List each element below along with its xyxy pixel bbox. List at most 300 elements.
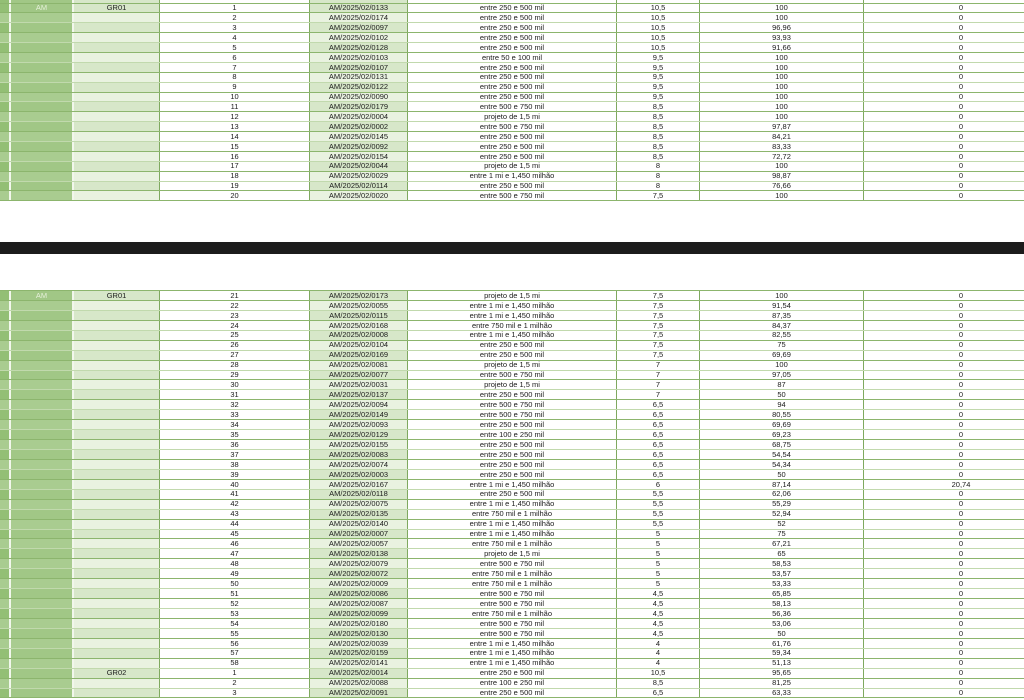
cell-num: 31 [160,390,310,399]
cell-group [74,619,160,628]
table-row [0,331,1024,341]
cell-val: 10,5 [617,4,700,13]
cell-code: AM/2025/02/0128 [310,43,408,52]
cell-code: AM/2025/02/0055 [310,301,408,310]
cell-code: AM/2025/02/0039 [310,639,408,648]
cell-pct: 94 [700,400,864,409]
table-row [0,152,1024,162]
cell-group [74,301,160,310]
cell-pct: 87,14 [700,480,864,489]
cell-zero: 0 [864,639,1024,648]
edge-strip-cell [0,53,11,62]
cell-am [11,579,74,588]
cell-code: AM/2025/02/0077 [310,371,408,380]
cell-group [74,639,160,648]
cell-zero: 0 [864,510,1024,519]
cell-pct: 100 [700,13,864,22]
cell-group [74,659,160,668]
cell-cat: entre 250 e 500 mil [408,420,617,429]
cell-val: 5,5 [617,510,700,519]
cell-num: 23 [160,311,310,320]
edge-strip-cell [0,669,11,678]
table-row [0,122,1024,132]
cell-code: AM/2025/02/0092 [310,142,408,151]
cell-zero: 0 [864,83,1024,92]
cell-cat: entre 750 mil e 1 milhão [408,539,617,548]
cell-cat: entre 250 e 500 mil [408,490,617,499]
cell-val: 7,5 [617,341,700,350]
cell-num: 44 [160,520,310,529]
cell-val: 5 [617,549,700,558]
edge-strip-cell [0,679,11,688]
cell-group [74,420,160,429]
cell-pct: 59,34 [700,649,864,658]
cell-num: 32 [160,400,310,409]
cell-num: 35 [160,430,310,439]
cell-zero: 0 [864,689,1024,698]
cell-num: 1 [160,669,310,678]
cell-pct: 84,21 [700,132,864,141]
cell-group [74,539,160,548]
cell-zero [864,0,1024,3]
cell-code: AM/2025/02/0169 [310,351,408,360]
table-row [0,599,1024,609]
edge-strip-cell [0,182,11,191]
edge-strip-cell [0,351,11,360]
edge-strip-cell [0,122,11,131]
cell-code: AM/2025/02/0014 [310,669,408,678]
cell-cat: entre 1 mi e 1,450 milhão [408,480,617,489]
cell-group [74,390,160,399]
cell-val: 6,5 [617,460,700,469]
cell-code: AM/2025/02/0020 [310,191,408,200]
cell-zero: 0 [864,43,1024,52]
cell-cat: entre 500 e 750 mil [408,122,617,131]
cell-group [74,53,160,62]
cell-code: AM/2025/02/0103 [310,53,408,62]
cell-num: 43 [160,510,310,519]
cell-am [11,23,74,32]
cell-code: AM/2025/02/0083 [310,450,408,459]
cell-group [74,341,160,350]
cell-am [11,33,74,42]
cell-am [11,341,74,350]
cell-val: 8,5 [617,152,700,161]
cell-pct: 100 [700,162,864,171]
cell-val: 6,5 [617,470,700,479]
cell-val: 9,5 [617,63,700,72]
cell-am [11,460,74,469]
cell-pct: 54,34 [700,460,864,469]
cell-am [11,440,74,449]
table-row [0,460,1024,470]
cell-group [74,599,160,608]
cell-group [74,530,160,539]
cell-code: AM/2025/02/0091 [310,689,408,698]
edge-strip-cell [0,619,11,628]
edge-strip-cell [0,311,11,320]
cell-code: AM/2025/02/0133 [310,4,408,13]
table-row [0,162,1024,172]
edge-strip-cell [0,530,11,539]
table-row [0,589,1024,599]
cell-pct: 50 [700,629,864,638]
table-row [0,361,1024,371]
cell-code: AM/2025/02/0004 [310,112,408,121]
cell-val: 7 [617,361,700,370]
cell-am [11,619,74,628]
cell-num [160,0,310,3]
edge-strip-cell [0,132,11,141]
cell-val: 8,5 [617,132,700,141]
cell-code: AM/2025/02/0099 [310,609,408,618]
cell-num: 1 [160,4,310,13]
cell-zero: 0 [864,63,1024,72]
edge-strip-cell [0,291,11,300]
cell-code: AM/2025/02/0131 [310,73,408,82]
cell-group [74,410,160,419]
cell-pct: 91,54 [700,301,864,310]
cell-am [11,629,74,638]
cell-pct: 53,33 [700,579,864,588]
cell-pct: 80,55 [700,410,864,419]
cell-val: 7,5 [617,331,700,340]
cell-cat: entre 250 e 500 mil [408,450,617,459]
cell-cat: entre 1 mi e 1,450 milhão [408,530,617,539]
cell-am [11,311,74,320]
table-row [0,380,1024,390]
cell-am [11,73,74,82]
cell-group: GR01 [74,291,160,300]
cell-cat: entre 250 e 500 mil [408,351,617,360]
table-row [0,510,1024,520]
cell-num: 2 [160,679,310,688]
cell-cat: entre 250 e 500 mil [408,182,617,191]
cell-num: 34 [160,420,310,429]
cell-code: AM/2025/02/0029 [310,172,408,181]
cell-am [11,122,74,131]
edge-strip-cell [0,579,11,588]
cell-val: 7,5 [617,291,700,300]
cell-val: 6,5 [617,400,700,409]
cell-val: 7 [617,390,700,399]
cell-pct [700,0,864,3]
cell-code: AM/2025/02/0008 [310,331,408,340]
cell-group [74,450,160,459]
cell-cat: entre 250 e 500 mil [408,83,617,92]
edge-strip-cell [0,420,11,429]
table-row [0,440,1024,450]
table-row [0,53,1024,63]
cell-am [11,450,74,459]
cell-zero: 0 [864,659,1024,668]
cell-am [11,132,74,141]
cell-am [11,549,74,558]
cell-am [11,182,74,191]
cell-pct: 98,87 [700,172,864,181]
cell-val: 7,5 [617,301,700,310]
cell-cat: entre 1 mi e 1,450 milhão [408,172,617,181]
cell-val: 5 [617,579,700,588]
cell-pct: 100 [700,53,864,62]
cell-num: 5 [160,43,310,52]
table-row [0,689,1024,699]
cell-num: 18 [160,172,310,181]
cell-code: AM/2025/02/0122 [310,83,408,92]
cell-group [74,609,160,618]
cell-cat: entre 1 mi e 1,450 milhão [408,649,617,658]
cell-pct: 63,33 [700,689,864,698]
page-1-table [0,0,1024,201]
page-break-bar [0,242,1024,254]
cell-group [74,649,160,658]
cell-group [74,351,160,360]
cell-code: AM/2025/02/0057 [310,539,408,548]
cell-val: 9,5 [617,73,700,82]
cell-cat: entre 500 e 750 mil [408,191,617,200]
cell-am [11,609,74,618]
table-row [0,33,1024,43]
cell-code: AM/2025/02/0074 [310,460,408,469]
cell-val: 8,5 [617,112,700,121]
cell-zero: 0 [864,361,1024,370]
cell-cat: entre 250 e 500 mil [408,142,617,151]
edge-strip-cell [0,4,11,13]
table-row [0,520,1024,530]
cell-zero: 0 [864,331,1024,340]
cell-zero: 0 [864,122,1024,131]
cell-am [11,530,74,539]
cell-cat: entre 250 e 500 mil [408,440,617,449]
cell-group [74,440,160,449]
edge-strip-cell [0,450,11,459]
cell-group [74,182,160,191]
cell-cat: entre 750 mil e 1 milhão [408,510,617,519]
cell-am [11,13,74,22]
cell-group [74,63,160,72]
edge-strip-cell [0,490,11,499]
cell-group [74,0,160,3]
cell-am [11,102,74,111]
table-row [0,73,1024,83]
cell-pct: 82,55 [700,331,864,340]
edge-strip-cell [0,440,11,449]
cell-group [74,122,160,131]
edge-strip-cell [0,380,11,389]
table-row [0,490,1024,500]
cell-zero: 0 [864,579,1024,588]
cell-zero: 0 [864,191,1024,200]
cell-code: AM/2025/02/0093 [310,420,408,429]
table-row [0,93,1024,103]
cell-num: 19 [160,182,310,191]
cell-val: 5 [617,569,700,578]
edge-strip-cell [0,301,11,310]
table-row [0,500,1024,510]
cell-zero: 0 [864,23,1024,32]
cell-val: 10,5 [617,13,700,22]
cell-zero: 0 [864,33,1024,42]
cell-val: 5 [617,530,700,539]
cell-cat: entre 250 e 500 mil [408,669,617,678]
cell-code: AM/2025/02/0180 [310,619,408,628]
cell-num: 39 [160,470,310,479]
cell-am [11,430,74,439]
cell-cat: entre 250 e 500 mil [408,152,617,161]
cell-val: 10,5 [617,23,700,32]
cell-zero: 0 [864,649,1024,658]
edge-strip-cell [0,142,11,151]
cell-num: 21 [160,291,310,300]
cell-num: 3 [160,23,310,32]
cell-num: 28 [160,361,310,370]
cell-cat: entre 500 e 750 mil [408,371,617,380]
cell-pct: 72,72 [700,152,864,161]
cell-am [11,559,74,568]
cell-pct: 68,75 [700,440,864,449]
table-row [0,470,1024,480]
cell-cat: entre 500 e 750 mil [408,559,617,568]
cell-pct: 54,54 [700,450,864,459]
edge-strip-cell [0,371,11,380]
edge-strip-cell [0,73,11,82]
cell-num: 26 [160,341,310,350]
table-row [0,559,1024,569]
cell-num: 53 [160,609,310,618]
cell-num: 45 [160,530,310,539]
table-row [0,83,1024,93]
edge-strip-cell [0,569,11,578]
page-2-table [0,290,1024,698]
cell-am [11,500,74,509]
table-row [0,579,1024,589]
cell-cat: entre 250 e 500 mil [408,93,617,102]
edge-strip-cell [0,500,11,509]
table-row [0,23,1024,33]
cell-cat: entre 250 e 500 mil [408,132,617,141]
cell-val: 4 [617,639,700,648]
cell-num: 10 [160,93,310,102]
table-row [0,311,1024,321]
cell-num: 55 [160,629,310,638]
cell-am [11,480,74,489]
cell-num: 6 [160,53,310,62]
cell-cat: entre 250 e 500 mil [408,390,617,399]
cell-num: 15 [160,142,310,151]
cell-zero: 0 [864,351,1024,360]
cell-code: AM/2025/02/0138 [310,549,408,558]
edge-strip-cell [0,460,11,469]
edge-strip-cell [0,23,11,32]
cell-num: 38 [160,460,310,469]
cell-am [11,112,74,121]
cell-group [74,430,160,439]
cell-cat: projeto de 1,5 mi [408,291,617,300]
cell-pct: 100 [700,361,864,370]
cell-code: AM/2025/02/0075 [310,500,408,509]
cell-zero: 0 [864,559,1024,568]
cell-num: 7 [160,63,310,72]
table-row [0,112,1024,122]
cell-num: 58 [160,659,310,668]
cell-num: 20 [160,191,310,200]
cell-pct: 100 [700,93,864,102]
edge-strip-cell [0,191,11,200]
cell-val: 6,5 [617,410,700,419]
cell-num: 4 [160,33,310,42]
cell-group [74,172,160,181]
cell-code: AM/2025/02/0155 [310,440,408,449]
table-row [0,172,1024,182]
cell-val: 6,5 [617,450,700,459]
cell-cat: entre 500 e 750 mil [408,410,617,419]
cell-val: 4,5 [617,589,700,598]
table-row [0,539,1024,549]
cell-group: GR02 [74,669,160,678]
cell-group [74,321,160,330]
table-row [0,63,1024,73]
cell-zero: 0 [864,629,1024,638]
cell-zero: 0 [864,390,1024,399]
edge-strip-cell [0,390,11,399]
cell-pct: 67,21 [700,539,864,548]
cell-zero: 0 [864,440,1024,449]
cell-group [74,13,160,22]
cell-am [11,43,74,52]
cell-cat: entre 250 e 500 mil [408,460,617,469]
cell-pct: 75 [700,341,864,350]
cell-code: AM/2025/02/0003 [310,470,408,479]
cell-am [11,649,74,658]
cell-group [74,361,160,370]
cell-cat: entre 250 e 500 mil [408,23,617,32]
cell-num: 24 [160,321,310,330]
cell-pct: 96,96 [700,23,864,32]
cell-val: 6,5 [617,430,700,439]
cell-num: 29 [160,371,310,380]
cell-zero: 0 [864,609,1024,618]
cell-group [74,490,160,499]
cell-val [617,0,700,3]
cell-val: 4,5 [617,609,700,618]
cell-cat: entre 250 e 500 mil [408,73,617,82]
cell-val: 8,5 [617,679,700,688]
cell-am [11,520,74,529]
cell-val: 6,5 [617,440,700,449]
cell-val: 4 [617,659,700,668]
cell-group [74,142,160,151]
cell-group [74,191,160,200]
cell-am [11,490,74,499]
cell-cat: entre 1 mi e 1,450 milhão [408,659,617,668]
cell-zero: 0 [864,589,1024,598]
cell-am [11,331,74,340]
cell-cat: entre 1 mi e 1,450 milhão [408,331,617,340]
cell-group [74,33,160,42]
cell-am [11,569,74,578]
cell-pct: 83,33 [700,142,864,151]
cell-group [74,43,160,52]
cell-am [11,301,74,310]
cell-zero: 0 [864,172,1024,181]
cell-val: 8,5 [617,122,700,131]
cell-cat: entre 500 e 750 mil [408,589,617,598]
cell-val: 10,5 [617,43,700,52]
cell-code: AM/2025/02/0094 [310,400,408,409]
cell-code: AM/2025/02/0072 [310,569,408,578]
cell-group [74,73,160,82]
cell-cat: entre 250 e 500 mil [408,470,617,479]
